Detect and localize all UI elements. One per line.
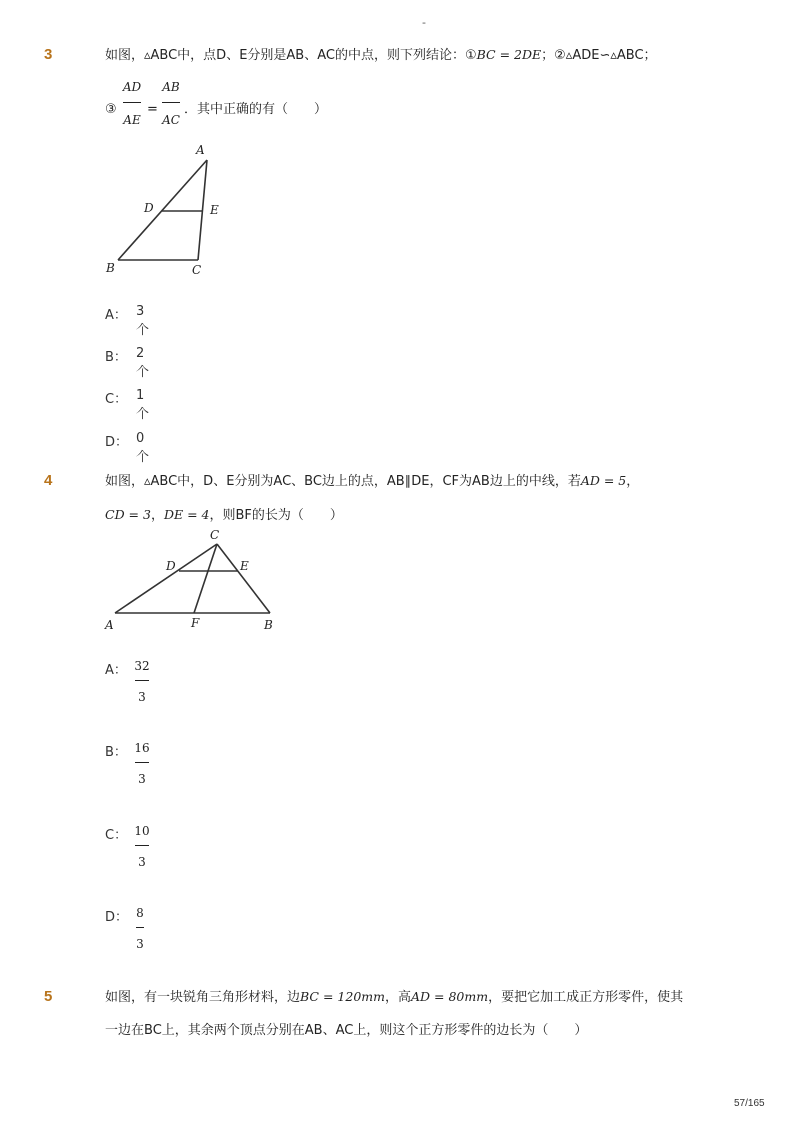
vertex-label-b: B [264, 618, 273, 632]
vertex-label-b: B [106, 261, 115, 275]
fraction-numerator: 10 [134, 824, 150, 838]
question-number: 3 [44, 46, 53, 63]
side-ac [198, 160, 207, 260]
fraction [132, 659, 152, 704]
option-c[interactable] [105, 824, 150, 869]
fraction-bar [162, 102, 180, 103]
fraction-bar [135, 845, 149, 846]
fraction-numerator: 16 [134, 741, 150, 755]
question-text: ，要把它加工成正方形零件，使其 [488, 990, 684, 1005]
option-label: A： [105, 663, 127, 678]
circled-number: ③ [105, 102, 117, 117]
math-expression: CD = 3 [105, 507, 151, 522]
question-text: ；②▵ADE∽▵ABC； [541, 48, 657, 63]
side-bc [217, 544, 270, 613]
vertex-label-d: D [166, 559, 176, 573]
fraction-ad-ae [119, 80, 145, 127]
option-value: 3个 [136, 304, 150, 338]
option-b[interactable] [105, 741, 150, 786]
question-text-line [105, 472, 639, 491]
fraction-denominator: 3 [138, 772, 146, 786]
fraction-denominator: AE [123, 113, 141, 127]
option-a[interactable] [105, 659, 150, 704]
fraction-bar [135, 680, 149, 681]
option-label: B： [105, 745, 127, 760]
question-text: 如图，▵ABC中，D、E分别为AC、BC边上的点，AB∥DE，CF为AB边上的中线，若 [105, 474, 581, 489]
option-label: C： [105, 392, 128, 407]
side-ac [115, 544, 217, 613]
option-label: C： [105, 828, 128, 843]
option-d[interactable] [105, 431, 150, 465]
header-mark: - [422, 16, 426, 29]
fraction-bar [136, 927, 144, 928]
fraction-numerator: 32 [134, 659, 150, 673]
fraction-bar [135, 762, 149, 763]
math-expression: AD = 80mm [411, 989, 489, 1004]
question-text-line [105, 506, 343, 525]
question-text-line [105, 988, 683, 1007]
vertex-label-a: A [196, 143, 205, 157]
median-cf [194, 544, 217, 613]
fraction-numerator: AB [162, 80, 180, 94]
fraction-denominator: 3 [138, 690, 146, 704]
question-text: ，高 [384, 990, 411, 1005]
vertex-label-f: F [191, 616, 200, 630]
fraction-denominator: 3 [136, 937, 144, 951]
question-number: 5 [44, 988, 53, 1005]
vertex-label-c: C [210, 528, 220, 542]
question-text-line [105, 46, 657, 65]
question-text: 如图，▵ABC中，点D、E分别是AB、AC的中点，则下列结论：① [105, 48, 477, 63]
vertex-label-e: E [210, 203, 219, 217]
question-number: 4 [44, 472, 53, 489]
side-ab [118, 160, 207, 260]
equals-sign: = [147, 102, 158, 117]
question-text: ， [150, 508, 164, 523]
option-label: D： [105, 435, 129, 450]
fraction-denominator: AC [162, 113, 180, 127]
question-text: ，则BF的长为（ ） [209, 508, 343, 523]
option-label: D： [105, 910, 129, 925]
vertex-label-c: C [192, 263, 202, 277]
fraction [132, 824, 152, 869]
math-expression: AD = 5 [580, 473, 627, 488]
triangle-figure-q4 [100, 525, 290, 635]
question-text: 一边在BC上，其余两个顶点分别在AB、AC上，则这个正方形零件的边长为（ ） [105, 1023, 588, 1038]
option-value: 1个 [136, 388, 150, 422]
fraction-bar [123, 102, 141, 103]
option-b[interactable] [105, 346, 150, 380]
fraction-ab-ac [158, 80, 184, 127]
vertex-label-e: E [240, 559, 249, 573]
page-number: 57/165 [734, 1098, 765, 1109]
option-a[interactable] [105, 304, 150, 338]
fraction-denominator: 3 [138, 855, 146, 869]
question-text: 如图，有一块锐角三角形材料，边 [105, 990, 301, 1005]
fraction [130, 906, 150, 951]
math-expression: BC = 120mm [300, 989, 385, 1004]
question-text: ．其中正确的有（ ） [184, 102, 328, 117]
question-text: ， [626, 474, 640, 489]
vertex-label-a: A [105, 618, 114, 632]
option-c[interactable] [105, 388, 150, 422]
fraction [132, 741, 152, 786]
math-expression: BC = 2DE [476, 47, 542, 62]
triangle-figure-q3 [100, 140, 240, 280]
math-expression: DE = 4 [163, 507, 210, 522]
fraction-numerator: AD [122, 80, 142, 94]
option-label: B： [105, 350, 127, 365]
option-d[interactable] [105, 906, 144, 951]
option-value: 2个 [136, 346, 150, 380]
option-value: 0个 [136, 431, 150, 465]
fraction-numerator: 8 [136, 906, 144, 920]
option-label: A： [105, 308, 127, 323]
vertex-label-d: D [144, 201, 154, 215]
